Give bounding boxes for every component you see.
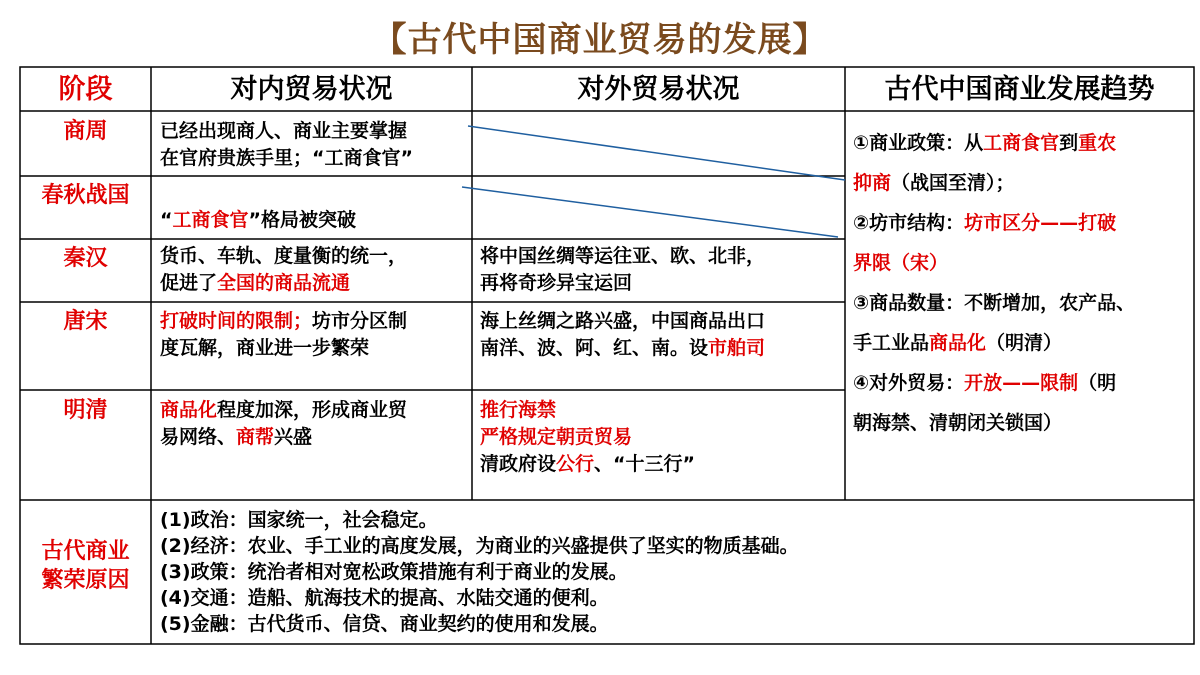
text-segment: 将中国丝绸等运往亚、欧、北非， [480,245,766,267]
text-segment: 货币、车轨、度量衡的统一， [160,245,408,267]
text-line [160,335,472,362]
highlight-text: 市舶司 [708,337,766,359]
highlight-text: 工商食官 [983,132,1060,154]
text-line [160,145,472,172]
reason-item: (1)政治：国家统一，社会稳定。 [160,509,438,531]
text-line [160,118,472,145]
highlight-text: 打破时间的限制； [160,310,313,332]
reasons-label-line: 繁荣原因 [41,568,130,593]
text-segment: 南洋、波、阿、红、南。设 [480,337,709,359]
text-segment: 清政府设 [480,453,557,475]
stage-label-mingqing: 明清 [63,398,108,423]
highlight-text: 公行 [556,453,595,475]
reasons-cell [160,507,1190,637]
text-segment: ”格局被突破 [248,209,357,231]
highlight-text: 严格规定朝贡贸易 [480,426,633,448]
text-segment: 易网络、 [160,426,237,448]
diagonal-line-shangzhou [468,126,845,180]
text-line [853,163,1193,203]
domestic-cell-qinhan [160,243,472,297]
text-line [160,424,472,451]
text-line [853,363,1193,403]
text-segment: ①商业政策：从 [853,132,984,154]
reasons-label [20,537,151,595]
highlight-text: 商帮 [236,426,275,448]
text-segment: 程度加深，形成商业贸 [217,399,408,421]
reason-item: (2)经济：农业、手工业的高度发展，为商业的兴盛提供了坚实的物质基础。 [160,535,799,557]
text-segment: “ [160,209,173,231]
text-segment: ④对外贸易： [853,372,965,394]
reason-item: (4)交通：造船、航海技术的提高、水陆交通的便利。 [160,587,609,609]
header-domestic: 对内贸易状况 [230,74,393,105]
foreign-cell-mingqing [480,397,845,478]
text-segment: 到 [1059,132,1079,154]
header-stage: 阶段 [58,74,113,105]
text-segment: ③商品数量：不断增加，农产品、 [853,292,1136,314]
text-line [853,203,1193,243]
text-line [160,308,472,335]
text-line [480,397,845,424]
highlight-text: 推行海禁 [480,399,557,421]
stage-label-chunqiu: 春秋战国 [41,183,130,208]
stage-label-tangsong: 唐宋 [63,309,108,334]
stage-label-shangzhou: 商周 [63,119,108,144]
text-segment: ②坊市结构： [853,212,965,234]
text-line [480,451,845,478]
highlight-text: 工商食官 [172,209,249,231]
header-trend: 古代中国商业发展趋势 [884,74,1155,105]
text-segment: 坊市分区制 [312,310,408,332]
domestic-cell-shangzhou [160,118,472,172]
text-line [480,335,845,362]
reasons-label-line: 古代商业 [41,539,130,564]
text-line [853,403,1193,443]
diagonal-line-chunqiu [462,187,838,237]
domestic-cell-tangsong [160,308,472,362]
highlight-text: 坊市区分——打破 [964,212,1117,234]
domestic-cell-chunqiu [160,207,472,234]
text-segment: （明清） [986,332,1063,354]
text-line [480,308,845,335]
text-segment: （战国至清）； [891,172,1015,194]
text-segment: 兴盛 [274,426,313,448]
text-line [853,123,1193,163]
text-segment: 促进了 [160,272,218,294]
text-segment: 在官府贵族手里；“工商食官” [160,147,413,169]
text-line [480,424,845,451]
stage-label-qinhan: 秦汉 [63,246,108,271]
text-line [160,270,472,297]
highlight-text: 商品化 [160,399,218,421]
text-segment: 已经出现商人、商业主要掌握 [160,120,408,142]
text-segment: 、“十三行” [594,453,696,475]
text-segment: 海上丝绸之路兴盛，中国商品出口 [480,310,766,332]
text-line [853,283,1193,323]
foreign-cell-qinhan [480,243,845,297]
text-line [480,270,845,297]
text-line [160,243,472,270]
highlight-text: 抑商 [853,172,892,194]
header-foreign: 对外贸易状况 [577,74,740,105]
highlight-text: 重农 [1078,132,1117,154]
foreign-cell-tangsong [480,308,845,362]
text-line [160,397,472,424]
highlight-text: 全国的商品流通 [217,272,351,294]
text-line [853,243,1193,283]
text-segment: 度瓦解，商业进一步繁荣 [160,337,370,359]
highlight-text: 商品化 [929,332,987,354]
text-line [480,243,845,270]
domestic-cell-mingqing [160,397,472,451]
text-line [160,207,472,234]
highlight-text: 界限（宋） [853,252,949,274]
text-segment: 朝海禁、清朝闭关锁国） [853,412,1063,434]
text-segment: 再将奇珍异宝运回 [480,272,633,294]
text-line [853,323,1193,363]
page-title: 【古代中国商业贸易的发展】 [372,20,828,60]
reason-item: (5)金融：古代货币、信贷、商业契约的使用和发展。 [160,613,609,635]
highlight-text: 开放——限制 [964,372,1079,394]
text-segment: （明 [1078,372,1117,394]
trend-cell [853,123,1193,443]
reason-item: (3)政策：统治者相对宽松政策措施有利于商业的发展。 [160,561,628,583]
text-segment: 手工业品 [853,332,930,354]
